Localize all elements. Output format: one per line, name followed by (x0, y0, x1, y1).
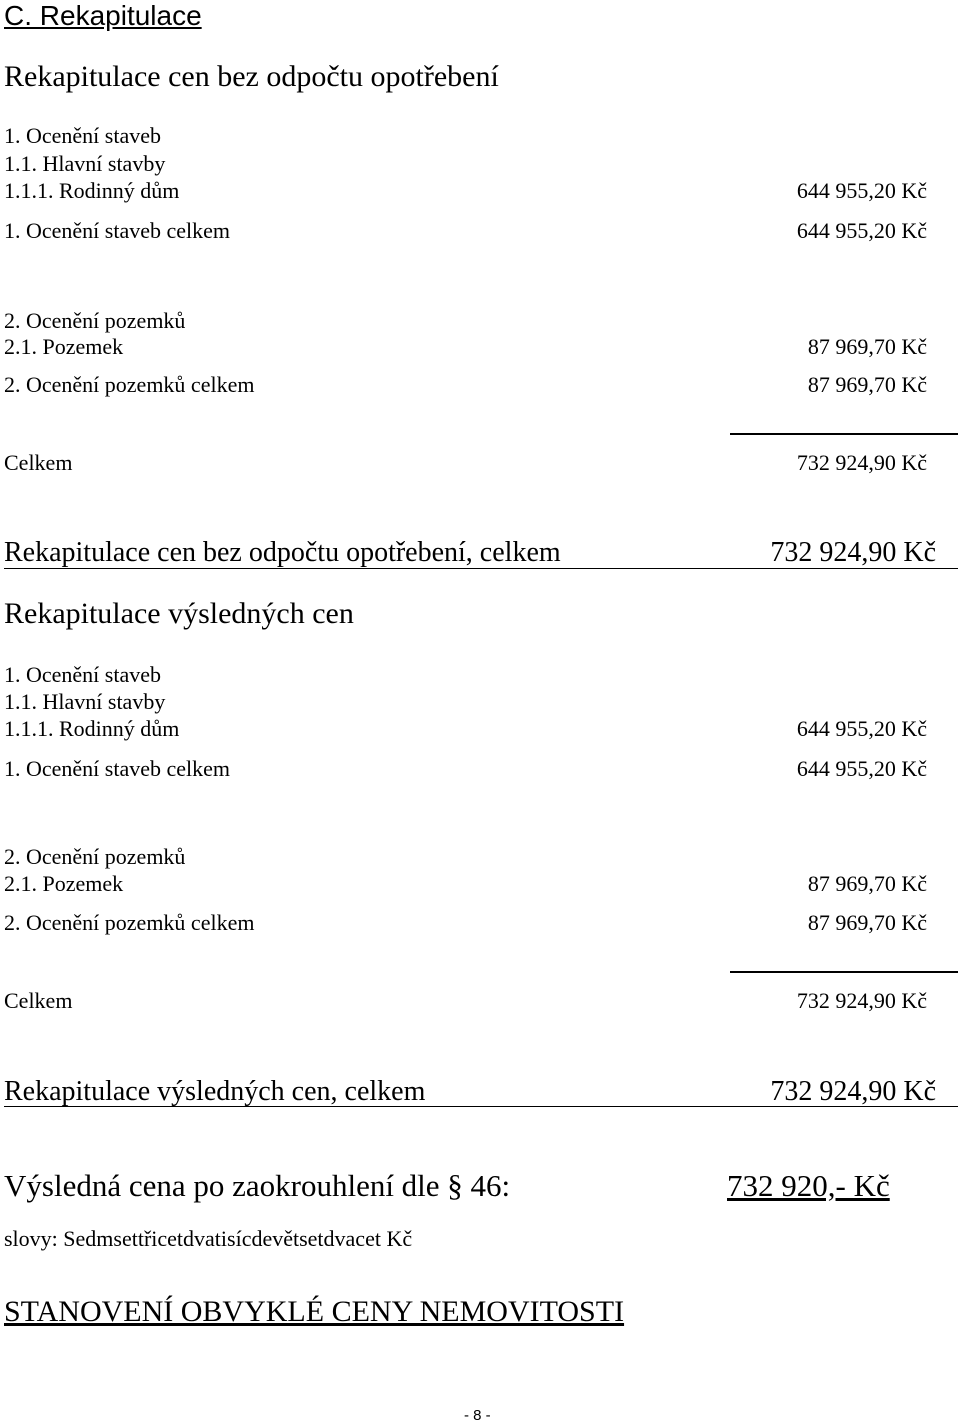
sum-divider (730, 971, 958, 973)
block-heading-buildings: 1. Ocenění staveb (4, 662, 161, 687)
block-subheading-main-buildings: 1.1. Hlavní stavby (4, 151, 166, 176)
final-price-value: 732 920,- Kč (727, 1168, 890, 1203)
total-value-buildings: 644 955,20 Kč (796, 218, 927, 243)
block-subheading-main-buildings: 1.1. Hlavní stavby (4, 689, 166, 714)
sum-label: Celkem (4, 450, 73, 475)
grand-total-underline (4, 568, 958, 569)
sum-label: Celkem (4, 988, 73, 1013)
section-title-costs-without-depreciation: Rekapitulace cen bez odpočtu opotřebení (4, 60, 499, 93)
item-label-family-house: 1.1.1. Rodinný dům (4, 716, 180, 741)
total-value-land: 87 969,70 Kč (807, 372, 927, 397)
item-value-parcel: 87 969,70 Kč (807, 334, 927, 359)
item-value-family-house: 644 955,20 Kč (796, 178, 927, 203)
grand-total-underline (4, 1106, 958, 1107)
section-title-resulting-prices: Rekapitulace výsledných cen (4, 597, 354, 630)
section-heading-usual-price: STANOVENÍ OBVYKLÉ CENY NEMOVITOSTI (4, 1295, 625, 1328)
final-price-label: Výsledná cena po zaokrouhlení dle § 46: (4, 1168, 511, 1203)
item-label-family-house: 1.1.1. Rodinný dům (4, 178, 180, 203)
sum-divider (730, 433, 958, 435)
total-label-buildings: 1. Ocenění staveb celkem (4, 218, 231, 243)
item-value-parcel: 87 969,70 Kč (807, 871, 927, 896)
block-heading-land: 2. Ocenění pozemků (4, 844, 186, 869)
grand-total-value: 732 924,90 Kč (770, 537, 936, 568)
amount-in-words: slovy: Sedmsettřicetdvatisícdevětsetdvacet Kč (4, 1226, 413, 1251)
total-value-buildings: 644 955,20 Kč (796, 756, 927, 781)
grand-total-label: Rekapitulace cen bez odpočtu opotřebení, celkem (4, 537, 561, 568)
total-label-land: 2. Ocenění pozemků celkem (4, 910, 255, 935)
total-label-buildings: 1. Ocenění staveb celkem (4, 756, 231, 781)
sum-value: 732 924,90 Kč (796, 988, 927, 1013)
item-label-parcel: 2.1. Pozemek (4, 871, 124, 896)
page-heading: C. Rekapitulace (4, 0, 202, 31)
total-label-land: 2. Ocenění pozemků celkem (4, 372, 255, 397)
item-value-family-house: 644 955,20 Kč (796, 716, 927, 741)
grand-total-value: 732 924,90 Kč (770, 1076, 936, 1107)
block-heading-buildings: 1. Ocenění staveb (4, 123, 161, 148)
item-label-parcel: 2.1. Pozemek (4, 334, 124, 359)
grand-total-label: Rekapitulace výsledných cen, celkem (4, 1076, 426, 1107)
page-number: - 8 - (464, 1407, 491, 1424)
total-value-land: 87 969,70 Kč (807, 910, 927, 935)
block-heading-land: 2. Ocenění pozemků (4, 308, 186, 333)
sum-value: 732 924,90 Kč (796, 450, 927, 475)
